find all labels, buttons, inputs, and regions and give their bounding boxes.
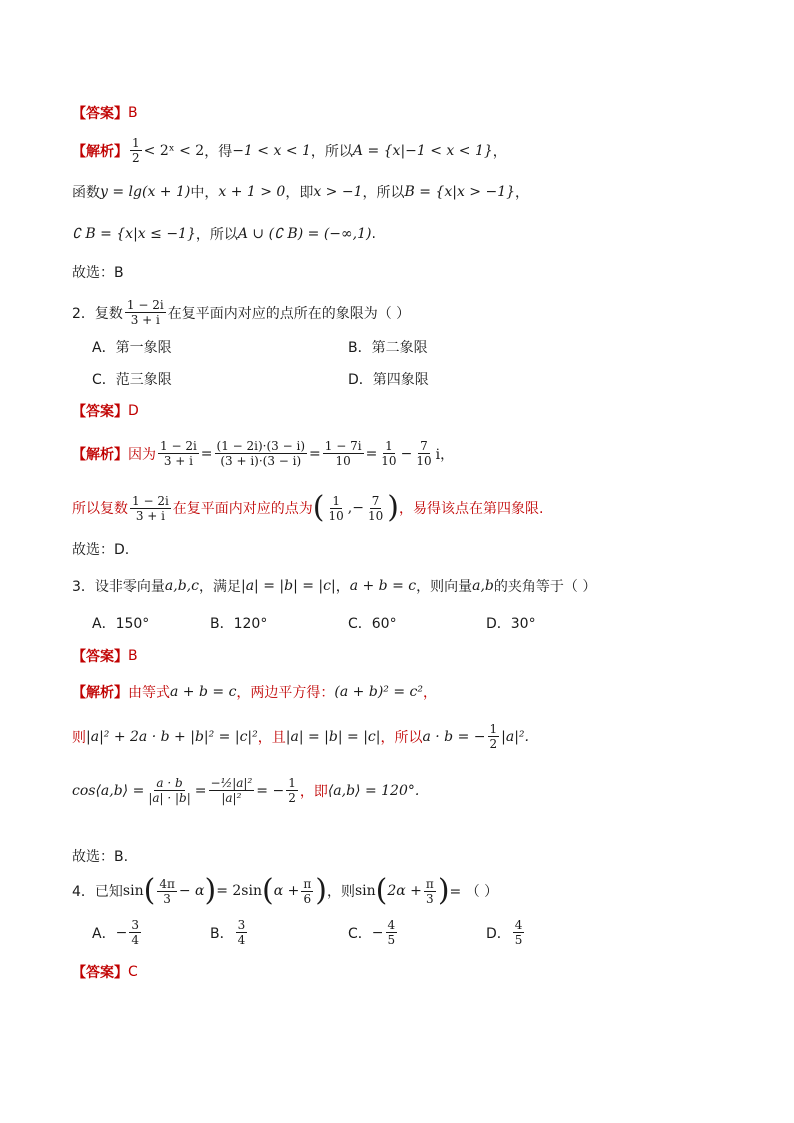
fraction: $\frac{4}{5}$: [387, 918, 396, 947]
answer-value: B: [128, 648, 138, 664]
fraction: $\frac{1 - 2i}{3 + i}$: [126, 298, 164, 327]
answer-tag: 【答案】: [72, 106, 128, 122]
q2-analysis-line-1: 【解析】 因为 $\frac{1 - 2i}{3 + i}$ = $\frac{(1 - 2i)\cdot(3 - i)}{(3 + i)\cdot(3 - i)}$ = $\frac{1 - 7i}{10}$ = $\frac{1}{10}$ − $\frac{7}{10}$ i，: [72, 439, 455, 468]
analysis-tag: 【解析】: [72, 143, 128, 160]
fraction: $\frac{7}{10}$: [416, 439, 432, 468]
math-inequality: < 2ˣ < 2: [143, 142, 205, 159]
q4-option-c[interactable]: C． − $\frac{4}{5}$: [348, 918, 396, 947]
math-function: y = lg(x + 1): [100, 184, 191, 200]
q2-choose: 故选：D.: [72, 542, 130, 558]
fraction: $\frac{1 - 2i}{3 + i}$: [132, 493, 169, 523]
math-inequality: −1 < x < 1: [232, 142, 311, 159]
answer-value: D: [128, 403, 139, 419]
fraction: $\frac{1}{2}$: [132, 136, 140, 165]
fraction: $\frac{3}{4}$: [237, 918, 246, 947]
q2-analysis-line-2: 所以复数 $\frac{1 - 2i}{3 + i}$ 在复平面内对应的点为 ( $\frac{1}{10}$ ,− $\frac{7}{10}$ ) ，易得该点在第四象限.: [72, 490, 544, 525]
q1-choose: 故选：B: [72, 265, 124, 281]
q2-option-c[interactable]: C．范三象限: [92, 372, 172, 388]
fraction: $\frac{\text{−½|a|²}}{\text{|a|²}}$: [210, 776, 253, 805]
q4-stem: 4．已知 sin ( $\frac{4\pi}{3}$ − α ) = 2sin ( α + $\frac{\pi}{6}$ ) ，则 sin ( 2α + $\frac{\pi}{3}$ ) = （ ）: [72, 873, 499, 908]
q4-answer-line: 【答案】 C: [72, 964, 138, 981]
math-set-a: A = {x|−1 < x < 1}: [352, 142, 493, 159]
answer-value: C: [128, 964, 138, 980]
fraction: $\frac{\pi}{6}$: [303, 876, 312, 906]
fraction: $\frac{1 - 7i}{10}$: [324, 439, 362, 468]
q1-answer-line: [72, 103, 138, 123]
math-complement: ∁ B = {x|x ≤ −1}: [72, 226, 196, 242]
q1-analysis-line-3: ∁ B = {x|x ≤ −1} ，所以 A ∪ (∁ B) = (−∞,1) .: [72, 226, 376, 243]
q3-analysis-line-2: 则 |a|² + 2a · b + |b|² = |c|² ，且 |a| = |b| = |c| ，所以 a · b = − $\frac{1}{2}$ |a|².: [72, 722, 529, 751]
q3-choose: 故选：B.: [72, 849, 129, 865]
q3-analysis-line-1: 【解析】 由等式 a + b = c ，两边平方得： (a + b)² = c² ，: [72, 684, 437, 701]
q4-option-d[interactable]: D． $\frac{4}{5}$: [486, 918, 523, 947]
q3-answer-line: 【答案】 B: [72, 648, 138, 665]
math-vectors: a,b,c: [164, 578, 199, 594]
q2-option-b[interactable]: B．第二象限: [348, 340, 428, 356]
q3-option-c[interactable]: C．60°: [348, 616, 397, 632]
q3-option-d[interactable]: D．30°: [486, 616, 536, 632]
fraction: $\frac{1 - 2i}{3 + i}$: [160, 439, 197, 468]
fraction: $\frac{1}{2}$: [489, 722, 498, 751]
fraction: $\frac{\pi}{3}$: [425, 876, 434, 906]
fraction: $\frac{1}{2}$: [288, 776, 296, 805]
q3-stem: 3．设非零向量 a,b,c ，满足 |a| = |b| = |c| ， a + b = c ，则向量 a,b 的夹角等于（ ）: [72, 578, 597, 595]
q2-option-d[interactable]: D．第四象限: [348, 372, 429, 388]
q2-option-a[interactable]: A．第一象限: [92, 340, 172, 356]
q3-option-b[interactable]: B．120°: [210, 616, 268, 632]
answer-value: B: [128, 105, 138, 121]
math-set-b: B = {x|x > −1}: [404, 184, 516, 200]
fraction: $\frac{a \cdot b}{|a| \cdot |b|}$: [148, 776, 191, 805]
math-union: A ∪ (∁ B) = (−∞,1): [237, 226, 372, 242]
q1-analysis-line-1: 【解析】 $\frac{1}{2}$ < 2ˣ < 2 ，得 −1 < x < 1 ，所以 A = {x|−1 < x < 1} ，: [72, 136, 507, 165]
fraction: $\frac{4\pi}{3}$: [159, 876, 175, 906]
q2-answer-line: 【答案】 D: [72, 403, 139, 420]
q3-analysis-line-3: cos⟨a,b⟩ = $\frac{a \cdot b}{|a| \cdot |b|}$ = $\frac{\text{−½|a|²}}{\text{|a|²}}$ = − $\frac{1}{2}$ ，即 ⟨a,b⟩ = 120°.: [72, 776, 420, 805]
fraction: $\frac{(1 - 2i)\cdot(3 - i)}{(3 + i)\cdot(3 - i)}$: [216, 439, 306, 468]
q3-option-a[interactable]: A．150°: [92, 616, 150, 632]
fraction: $\frac{4}{5}$: [514, 918, 523, 947]
q1-analysis-line-2: 函数 y = lg(x + 1) 中， x + 1 > 0 ，即 x > −1 ，所以 B = {x|x > −1} ，: [72, 184, 530, 201]
q4-option-b[interactable]: B． $\frac{3}{4}$: [210, 918, 246, 947]
q4-option-a[interactable]: A． − $\frac{3}{4}$: [92, 918, 139, 947]
fraction: $\frac{1}{10}$: [381, 439, 397, 468]
q2-stem: 2．复数 $\frac{1 - 2i}{3 + i}$ 在复平面内对应的点所在的象限为（ ）: [72, 298, 411, 327]
fraction: $\frac{3}{4}$: [131, 918, 139, 947]
fraction: $\frac{7}{10}$: [367, 493, 384, 523]
fraction: $\frac{1}{10}$: [328, 493, 344, 523]
